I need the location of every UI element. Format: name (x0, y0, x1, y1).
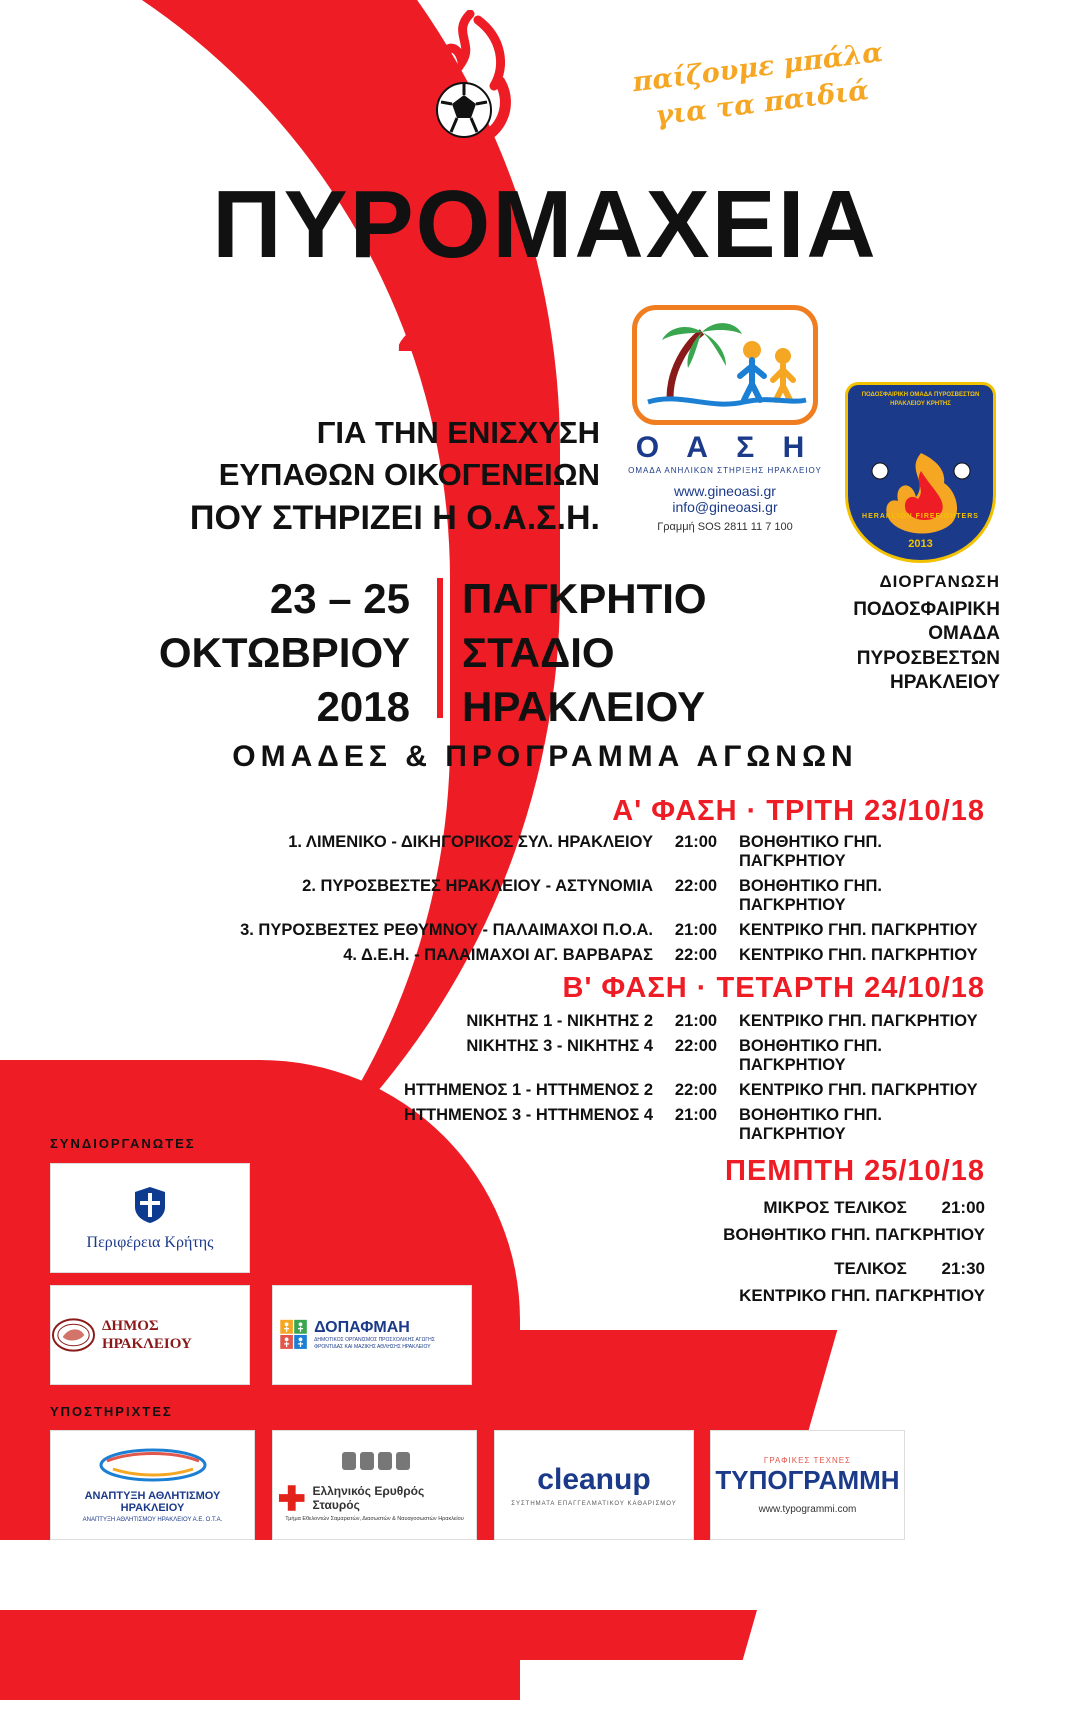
match-teams: 1. ΛΙΜΕΝΙΚΟ - ΔΙΚΗΓΟΡΙΚΟΣ ΣΥΛ. ΗΡΑΚΛΕΙΟΥ (288, 833, 653, 851)
organizer-line-2: ΟΜΑΔΑ (928, 623, 1000, 645)
divider (437, 578, 443, 718)
logo-label: ΔΟΠΑΦΜΑΗ (314, 1318, 410, 1336)
logo-label: cleanup (537, 1463, 651, 1496)
match-teams: ΝΙΚΗΤΗΣ 1 - ΝΙΚΗΤΗΣ 2 (466, 1012, 653, 1030)
municipality-seal-icon (51, 1315, 96, 1355)
oasi-logo-block (610, 305, 840, 533)
phase-a-matches (0, 833, 985, 971)
phase-c-heading: ΠΕΜΠΤΗ 25/10/18 (725, 1155, 985, 1187)
match-venue: ΒΟΗΘΗΤΙΚΟ ΓΗΠ. ΠΑΓΚΡΗΤΙΟΥ (739, 1037, 882, 1074)
poster-subtitle (100, 412, 600, 542)
logo-label: ΑΝΑΠΤΥΞΗ ΑΘΛΗΤΙΣΜΟΥ ΗΡΑΚΛΕΙΟΥ (84, 1490, 221, 1514)
organizer-line-1: ΠΟΔΟΣΦΑΙΡΙΚΗ (853, 599, 1000, 620)
organizer-line-4: ΗΡΑΚΛΕΙΟΥ (890, 671, 1000, 693)
date-line-3: 2018 (316, 682, 410, 730)
organizer-line-3: ΠΥΡΟΣΒΕΣΤΩΝ (856, 647, 1000, 669)
organizer-block (760, 572, 1000, 695)
event-dates (110, 572, 410, 733)
supporters-label: ΥΠΟΣΤΗΡΙΧΤΕΣ (50, 1404, 173, 1419)
venue-line-3: ΗΡΑΚΛΕΙΟΥ (462, 682, 706, 730)
oasi-sos-line: Γραμμή SOS 2811 11 7 100 (657, 521, 793, 533)
logo-label: Περιφέρεια Κρήτης (86, 1233, 214, 1251)
match-venue: ΒΟΗΘΗΤΙΚΟ ΓΗΠ. ΠΑΓΚΡΗΤΙΟΥ (739, 833, 882, 870)
final-time: 21:30 (941, 1259, 985, 1279)
match-teams: ΗΤΤΗΜΕΝΟΣ 1 - ΗΤΤΗΜΕΝΟΣ 2 (404, 1081, 653, 1099)
table-row (0, 1012, 985, 1031)
greek-emblem-icon (133, 1185, 167, 1225)
red-cross-volunteers-icon (290, 1448, 460, 1478)
phase-a-heading: Α' ΦΑΣΗ · ΤΡΙΤΗ 23/10/18 (612, 795, 985, 827)
event-year: 2018 (396, 291, 544, 365)
logo-website[interactable]: www.typogrammi.com (758, 1503, 857, 1515)
oasi-email[interactable]: info@gineoasi.gr (672, 499, 778, 515)
poster-slogan: παίζουμε μπάλα για τα παιδιά (630, 36, 885, 133)
page-title: ΠΥΡΟΜΑΧΕΙΑ (212, 171, 878, 278)
table-row (0, 1037, 985, 1075)
match-time: 22:00 (674, 946, 718, 964)
subtitle-line-1: ΓΙΑ ΤΗΝ ΕΝΙΣΧΥΣΗ (316, 415, 600, 450)
match-venue: ΚΕΝΤΡΙΚΟ ΓΗΠ. ΠΑΓΚΡΗΤΙΟΥ (739, 1081, 978, 1099)
flame-ball-logo (408, 10, 528, 150)
logo-label: ΤΥΠΟΓΡΑΜΜΗ (715, 1464, 900, 1495)
logo-typogrammi (710, 1430, 905, 1540)
phase-b-heading: Β' ΦΑΣΗ · ΤΕΤΑΡΤΗ 24/10/18 (562, 972, 985, 1004)
match-teams: 4. Δ.Ε.Η. - ΠΑΛΑΙΜΑΧΟΙ ΑΓ. ΒΑΡΒΑΡΑΣ (343, 946, 653, 964)
final-label: ΤΕΛΙΚΟΣ (834, 1259, 907, 1279)
background-bottom-strip (0, 1540, 1090, 1610)
venue-line-1: ΠΑΓΚΡΗΤΙΟ (462, 575, 707, 622)
final-venue: ΚΕΝΤΡΙΚΟ ΓΗΠ. ΠΑΓΚΡΗΤΙΟΥ (739, 1285, 985, 1305)
table-row (0, 921, 985, 940)
badge-mid-text: HERAKLION FIREFIGHTERS (862, 513, 979, 520)
match-teams: 2. ΠΥΡΟΣΒΕΣΤΕΣ ΗΡΑΚΛΕΙΟΥ - ΑΣΤΥΝΟΜΙΑ (302, 877, 653, 895)
final-label: ΜΙΚΡΟΣ ΤΕΛΙΚΟΣ (763, 1198, 907, 1217)
match-time: 22:00 (674, 1037, 718, 1055)
logo-sublabel: ΣΥΣΤΗΜΑΤΑ ΕΠΑΓΓΕΛΜΑΤΙΚΟΥ ΚΑΘΑΡΙΣΜΟΥ (511, 1501, 677, 1507)
stadium-icon (93, 1447, 213, 1483)
oasi-logo-icon (632, 305, 818, 425)
coorganizers-label: ΣΥΝΔΙΟΡΓΑΝΩΤΕΣ (50, 1136, 196, 1151)
subtitle-line-3: ΠΟΥ ΣΤΗΡΙΖΕΙ Η Ο.Α.Σ.Η. (189, 498, 600, 537)
subtitle-line-2: ΕΥΠΑΘΩΝ ΟΙΚΟΓΕΝΕΙΩΝ (218, 456, 600, 492)
match-time: 21:00 (674, 921, 718, 939)
venue-line-2: ΣΤΑΔΙΟ (462, 628, 615, 676)
match-teams: ΝΙΚΗΤΗΣ 3 - ΝΙΚΗΤΗΣ 4 (466, 1037, 653, 1055)
dopafmai-icon (279, 1309, 308, 1361)
logo-region-of-crete (50, 1163, 250, 1273)
logo-sublabel: Τμήμα Εθελοντών Σαμαρειτών, Διασωστών & Ναυαγοσωστών Ηρακλείου (285, 1516, 464, 1522)
match-venue: ΚΕΝΤΡΙΚΟ ΓΗΠ. ΠΑΓΚΡΗΤΙΟΥ (739, 946, 978, 964)
match-venue: ΒΟΗΘΗΤΙΚΟ ΓΗΠ. ΠΑΓΚΡΗΤΙΟΥ (739, 1106, 882, 1143)
date-line-2: ΟΚΤΩΒΡΙΟΥ (158, 628, 410, 676)
oasi-subtitle: ΟΜΑΔΑ ΑΝΗΛΙΚΩΝ ΣΤΗΡΙΞΗΣ ΗΡΑΚΛΕΙΟΥ (628, 466, 822, 475)
phase-b-matches (0, 1012, 985, 1150)
logo-label: Ελληνικός Ερυθρός Σταυρός (312, 1483, 425, 1512)
table-row (0, 1081, 985, 1100)
match-teams: ΗΤΤΗΜΕΝΟΣ 3 - ΗΤΤΗΜΕΝΟΣ 4 (404, 1106, 653, 1124)
match-venue: ΒΟΗΘΗΤΙΚΟ ΓΗΠ. ΠΑΓΚΡΗΤΙΟΥ (739, 877, 882, 914)
event-venue (462, 572, 792, 733)
schedule-section-title: ΟΜΑΔΕΣ & ΠΡΟΓΡΑΜΜΑ ΑΓΩΝΩΝ (232, 740, 858, 773)
final-venue: ΒΟΗΘΗΤΙΚΟ ΓΗΠ. ΠΑΓΚΡΗΤΙΟΥ (723, 1224, 985, 1244)
logo-tag: ΓΡΑΦΙΚΕΣ ΤΕΧΝΕΣ (763, 1455, 852, 1465)
logo-anaptyxi-athlitismou (50, 1430, 255, 1540)
table-row (0, 946, 985, 965)
table-row (0, 877, 985, 915)
organizer-label: ΔΙΟΡΓΑΝΩΣΗ (879, 572, 1000, 591)
oasi-letters: Ο Α Σ Η (635, 431, 815, 464)
final-time: 21:00 (941, 1198, 985, 1217)
table-row (0, 833, 985, 871)
badge-year: 2013 (908, 538, 933, 550)
match-teams: 3. ΠΥΡΟΣΒΕΣΤΕΣ ΡΕΘΥΜΝΟΥ - ΠΑΛΑΙΜΑΧΟΙ Π.Ο.Α. (240, 921, 653, 939)
logo-label: ΔΗΜΟΣ ΗΡΑΚΛΕΙΟΥ (102, 1318, 192, 1352)
logo-hellenic-red-cross (272, 1430, 477, 1540)
match-time: 22:00 (674, 1081, 718, 1099)
logo-cleanup (494, 1430, 694, 1540)
badge-top-text: ΠΟΔΟΣΦΑΙΡΙΚΗ ΟΜΑΔΑ ΠΥΡΟΣΒΕΣΤΩΝ ΗΡΑΚΛΕΙΟΥ ΚΡΗΤΗΣ (861, 392, 980, 407)
match-time: 21:00 (674, 1106, 718, 1124)
oasi-website[interactable]: www.gineoasi.gr (674, 483, 776, 499)
match-time: 21:00 (674, 833, 718, 851)
date-line-1: 23 – 25 (269, 575, 410, 622)
match-venue: ΚΕΝΤΡΙΚΟ ΓΗΠ. ΠΑΓΚΡΗΤΙΟΥ (739, 1012, 978, 1030)
match-venue: ΚΕΝΤΡΙΚΟ ΓΗΠ. ΠΑΓΚΡΗΤΙΟΥ (739, 921, 978, 939)
match-time: 21:00 (674, 1012, 718, 1030)
red-cross-icon (277, 1483, 306, 1513)
firefighters-badge (845, 382, 990, 567)
logo-municipality-heraklion (50, 1285, 250, 1385)
match-time: 22:00 (674, 877, 718, 895)
logo-sublabel: ΔΗΜΟΤΙΚΟΣ ΟΡΓΑΝΙΣΜΟΣ ΠΡΟΣΧΟΛΙΚΗΣ ΑΓΩΓΗΣ ΦΡΟΝΤΙΔΑΣ ΚΑΙ ΜΑΖΙΚΗΣ ΑΘΛΗΣΗΣ ΗΡΑΚΛΕΙΟΥ (314, 1336, 435, 1350)
logo-dopafmai (272, 1285, 472, 1385)
logo-sublabel: ΑΝΑΠΤΥΞΗ ΑΘΛΗΤΙΣΜΟΥ ΗΡΑΚΛΕΙΟΥ Α.Ε. Ο.Τ.Α. (82, 1517, 223, 1523)
